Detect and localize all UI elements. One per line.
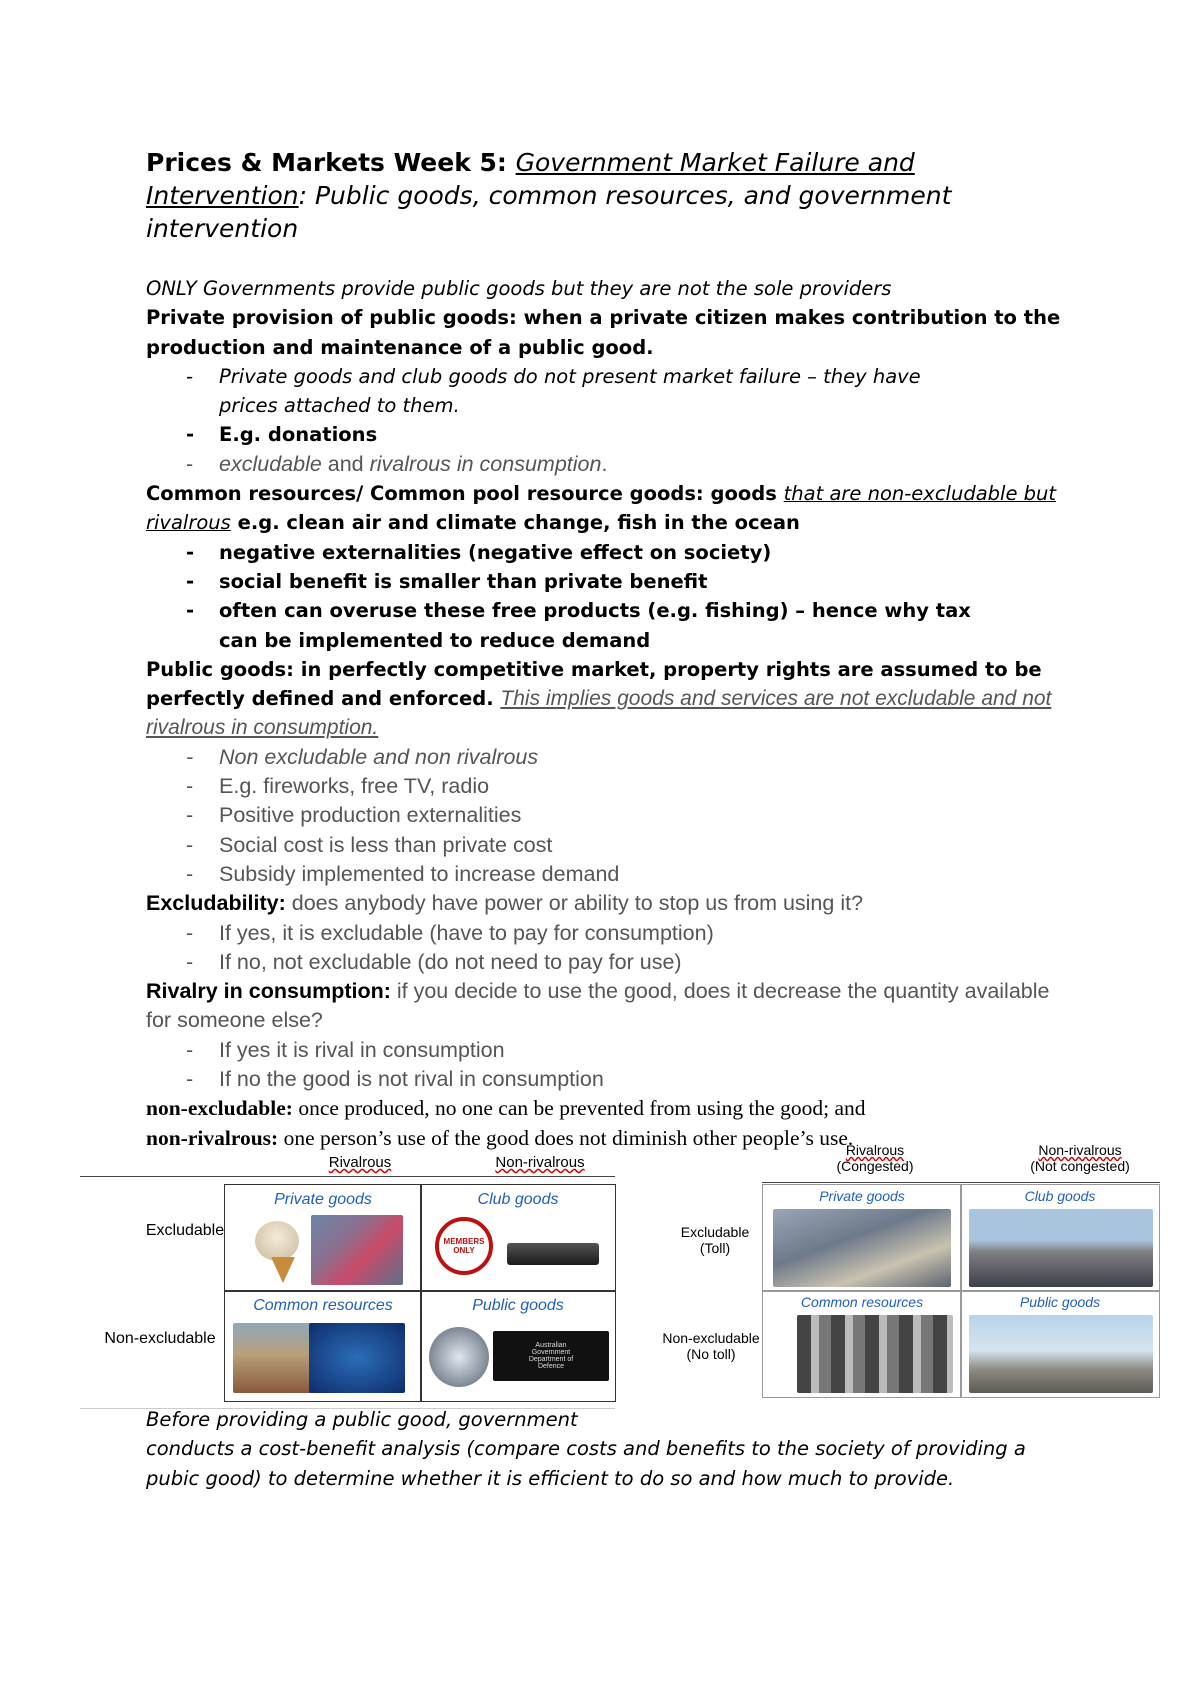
goods-matrix-figure-1 (80, 1150, 620, 1410)
column-header-rivalrous: Rivalrous (328, 1154, 392, 1171)
government-logo (493, 1331, 609, 1381)
bullet-dash: - (186, 949, 194, 974)
header-line: Non-excludable (662, 1330, 760, 1346)
definition-emphasis: that are non-excludable but rivalrous (146, 482, 1057, 535)
ice-cream-icon (255, 1221, 299, 1261)
bullet-text: social benefit is smaller than private benefit (219, 569, 708, 593)
definition-part: in perfectly competitive market, property rights are assumed to be perfectly defined and enforced. (146, 657, 1042, 711)
bullet-text-part: and (321, 451, 370, 476)
cell-title: Private goods (274, 1191, 372, 1208)
bullet-text: E.g. fireworks, free TV, radio (219, 774, 490, 799)
bullet-item (146, 420, 1066, 449)
term-common-resources: Common resources/ Common pool resource goods: (146, 482, 704, 506)
toll-plaza-photo (969, 1209, 1153, 1287)
bullet-dash: - (186, 364, 194, 388)
non-excludable-definition (146, 1094, 1066, 1123)
term-public-goods: Public goods: (146, 657, 294, 681)
notes-body (146, 274, 1066, 1153)
bullet-text (219, 450, 607, 479)
definition-part: does anybody have power or ability to stop us from using it? (285, 891, 864, 916)
bullet-dash: - (186, 1037, 194, 1062)
cell-common-resources (224, 1290, 422, 1402)
bullet-item (146, 1065, 1066, 1094)
bullet-dash: - (186, 803, 194, 828)
bullet-item (146, 801, 1066, 830)
bullet-text: Social cost is less than private cost (219, 832, 553, 857)
row-header-non-excludable (648, 1330, 774, 1362)
bullet-dash: - (186, 744, 194, 769)
bullet-item (146, 860, 1066, 889)
bullet-text: If yes it is rival in consumption (219, 1037, 505, 1062)
bullet-item (146, 831, 1066, 860)
cell-public-goods (960, 1290, 1160, 1398)
bullet-dash: - (186, 540, 195, 564)
cell-public-goods (420, 1290, 616, 1402)
intro-line: ONLY Governments provide public goods but they are not the sole providers (146, 277, 892, 300)
cell-club-goods (960, 1184, 1160, 1292)
members-only-stamp-icon (435, 1217, 493, 1275)
row-header-excludable (660, 1224, 770, 1256)
row-header-excludable: Excludable (145, 1222, 225, 1239)
question-globe-icon (429, 1327, 489, 1387)
title-topic: Government Market Failure and Intervention (146, 148, 915, 210)
bullet-dash: - (186, 861, 194, 886)
bullet-text: Non excludable and non rivalrous (219, 744, 539, 769)
conclusion-paragraph (146, 1405, 1066, 1493)
bullet-dash: - (186, 1067, 194, 1092)
bullet-text: negative externalities (negative effect on society) (219, 540, 772, 564)
bullet-item (146, 596, 1066, 655)
bullet-text: often can overuse these free products (e.g. fishing) – hence why tax can be implemented to reduce demand (219, 599, 971, 652)
bullet-item (146, 362, 1066, 421)
column-header-non-rivalrous: Non-rivalrous (495, 1154, 585, 1171)
empty-highway-photo (969, 1315, 1153, 1393)
divider (762, 1182, 1160, 1183)
title-course: Prices & Markets Week 5: (146, 148, 516, 177)
page-title (146, 146, 1066, 245)
bullet-dash: - (186, 920, 194, 945)
traffic-jam-photo (797, 1315, 953, 1393)
header-line: (No toll) (686, 1346, 736, 1362)
bullet-text-part: rivalrous in consumption (369, 451, 602, 476)
definition-part: one person’s use of the good does not diminish other people’s use. (278, 1125, 854, 1150)
cell-common-resources (762, 1290, 962, 1398)
bullet-item (146, 450, 1066, 479)
header-line: (Congested) (836, 1158, 914, 1174)
definition-part: e.g. clean air and climate change, fish in the ocean (230, 511, 800, 535)
cell-title: Common resources (253, 1297, 393, 1314)
cell-title: Private goods (819, 1188, 905, 1204)
bullet-text: If no, not excludable (do not need to pay for use) (219, 949, 682, 974)
rivalry-paragraph (146, 977, 1066, 1036)
column-header-rivalrous (790, 1142, 960, 1174)
clothing-photo (311, 1215, 403, 1285)
stamp-text: MEMBERS ONLY (443, 1237, 485, 1255)
bullet-dash: - (186, 569, 195, 593)
bullet-item (146, 567, 1066, 596)
conclusion-line: conducts a cost-benefit analysis (compare costs and benefits to the society of providing a pubic good) to determine whether it is efficient to do so and how much to provide. (146, 1437, 1026, 1490)
cell-private-goods (224, 1184, 422, 1292)
term-non-excludable: non-excludable: (146, 1096, 293, 1121)
public-goods-paragraph (146, 655, 1066, 743)
header-line: Excludable (680, 1224, 750, 1240)
cell-title: Club goods (477, 1191, 559, 1208)
term-excludability: Excludability: (146, 891, 286, 916)
bullet-text: If yes, it is excludable (have to pay for consumption) (219, 920, 714, 945)
bullet-dash: - (186, 423, 195, 447)
cell-title: Club goods (1024, 1188, 1096, 1204)
bullet-item (146, 743, 1066, 772)
common-resources-paragraph (146, 479, 1066, 538)
bullet-text: Private goods and club goods do not present market failure – they have prices attached to them. (219, 364, 921, 418)
traffic-toll-photo (773, 1209, 951, 1287)
definition-part: if you decide to use the good, does it decrease the quantity available for someone else? (146, 979, 1050, 1033)
set-top-box-icon (507, 1243, 599, 1265)
fish-photo (309, 1323, 405, 1393)
logo-text: Australian Government Department of Defence (528, 1342, 574, 1370)
bullet-text-part: excludable (219, 451, 322, 476)
bullet-item (146, 538, 1066, 567)
bullet-dash: - (186, 451, 194, 476)
landscape-photo (233, 1323, 313, 1393)
term-rivalry: Rivalry in consumption: (146, 979, 391, 1004)
cone-icon (271, 1257, 295, 1283)
bullet-dash: - (186, 832, 194, 857)
bullet-item (146, 919, 1066, 948)
bullet-text: Positive production externalities (219, 803, 522, 828)
bullet-text: E.g. donations (219, 423, 378, 447)
conclusion-line: Before providing a public good, government (146, 1408, 578, 1431)
header-line: (Toll) (699, 1240, 731, 1256)
cell-club-goods (420, 1184, 616, 1292)
definition-part: goods (703, 482, 784, 506)
header-line: Non-rivalrous (1038, 1142, 1122, 1158)
bullet-dash: - (186, 599, 195, 623)
bullet-dash: - (186, 774, 194, 799)
divider (80, 1176, 615, 1177)
header-line: (Not congested) (1030, 1158, 1130, 1174)
cell-title: Common resources (800, 1294, 924, 1310)
bullet-text-part: . (601, 451, 608, 476)
goods-matrix-figure-2 (640, 1142, 1160, 1404)
header-line: Rivalrous (845, 1142, 905, 1158)
definition-private-provision: when a private citizen makes contribution to the production and maintenance of a public good. (146, 306, 1061, 359)
bullet-item (146, 1036, 1066, 1065)
cell-private-goods (762, 1184, 962, 1292)
title-subtopic: : Public goods, common resources, and government intervention (146, 181, 952, 243)
column-header-non-rivalrous (995, 1142, 1165, 1174)
definition-emphasis: This implies goods and services are not excludable and not rivalrous in consumption. (146, 687, 1052, 740)
row-header-non-excludable: Non-excludable (104, 1330, 216, 1347)
bullet-item (146, 948, 1066, 977)
definition-part: once produced, no one can be prevented from using the good; and (292, 1096, 866, 1121)
term-private-provision: Private provision of public goods: (146, 306, 517, 330)
excludability-paragraph (146, 889, 1066, 918)
bullet-item (146, 772, 1066, 801)
bullet-text: If no the good is not rival in consumption (219, 1067, 604, 1092)
term-non-rivalrous: non-rivalrous: (146, 1125, 279, 1150)
cell-title: Public goods (472, 1297, 564, 1314)
bullet-text: Subsidy implemented to increase demand (219, 861, 620, 886)
cell-title: Public goods (1019, 1294, 1101, 1310)
private-provision-paragraph (146, 303, 1066, 362)
